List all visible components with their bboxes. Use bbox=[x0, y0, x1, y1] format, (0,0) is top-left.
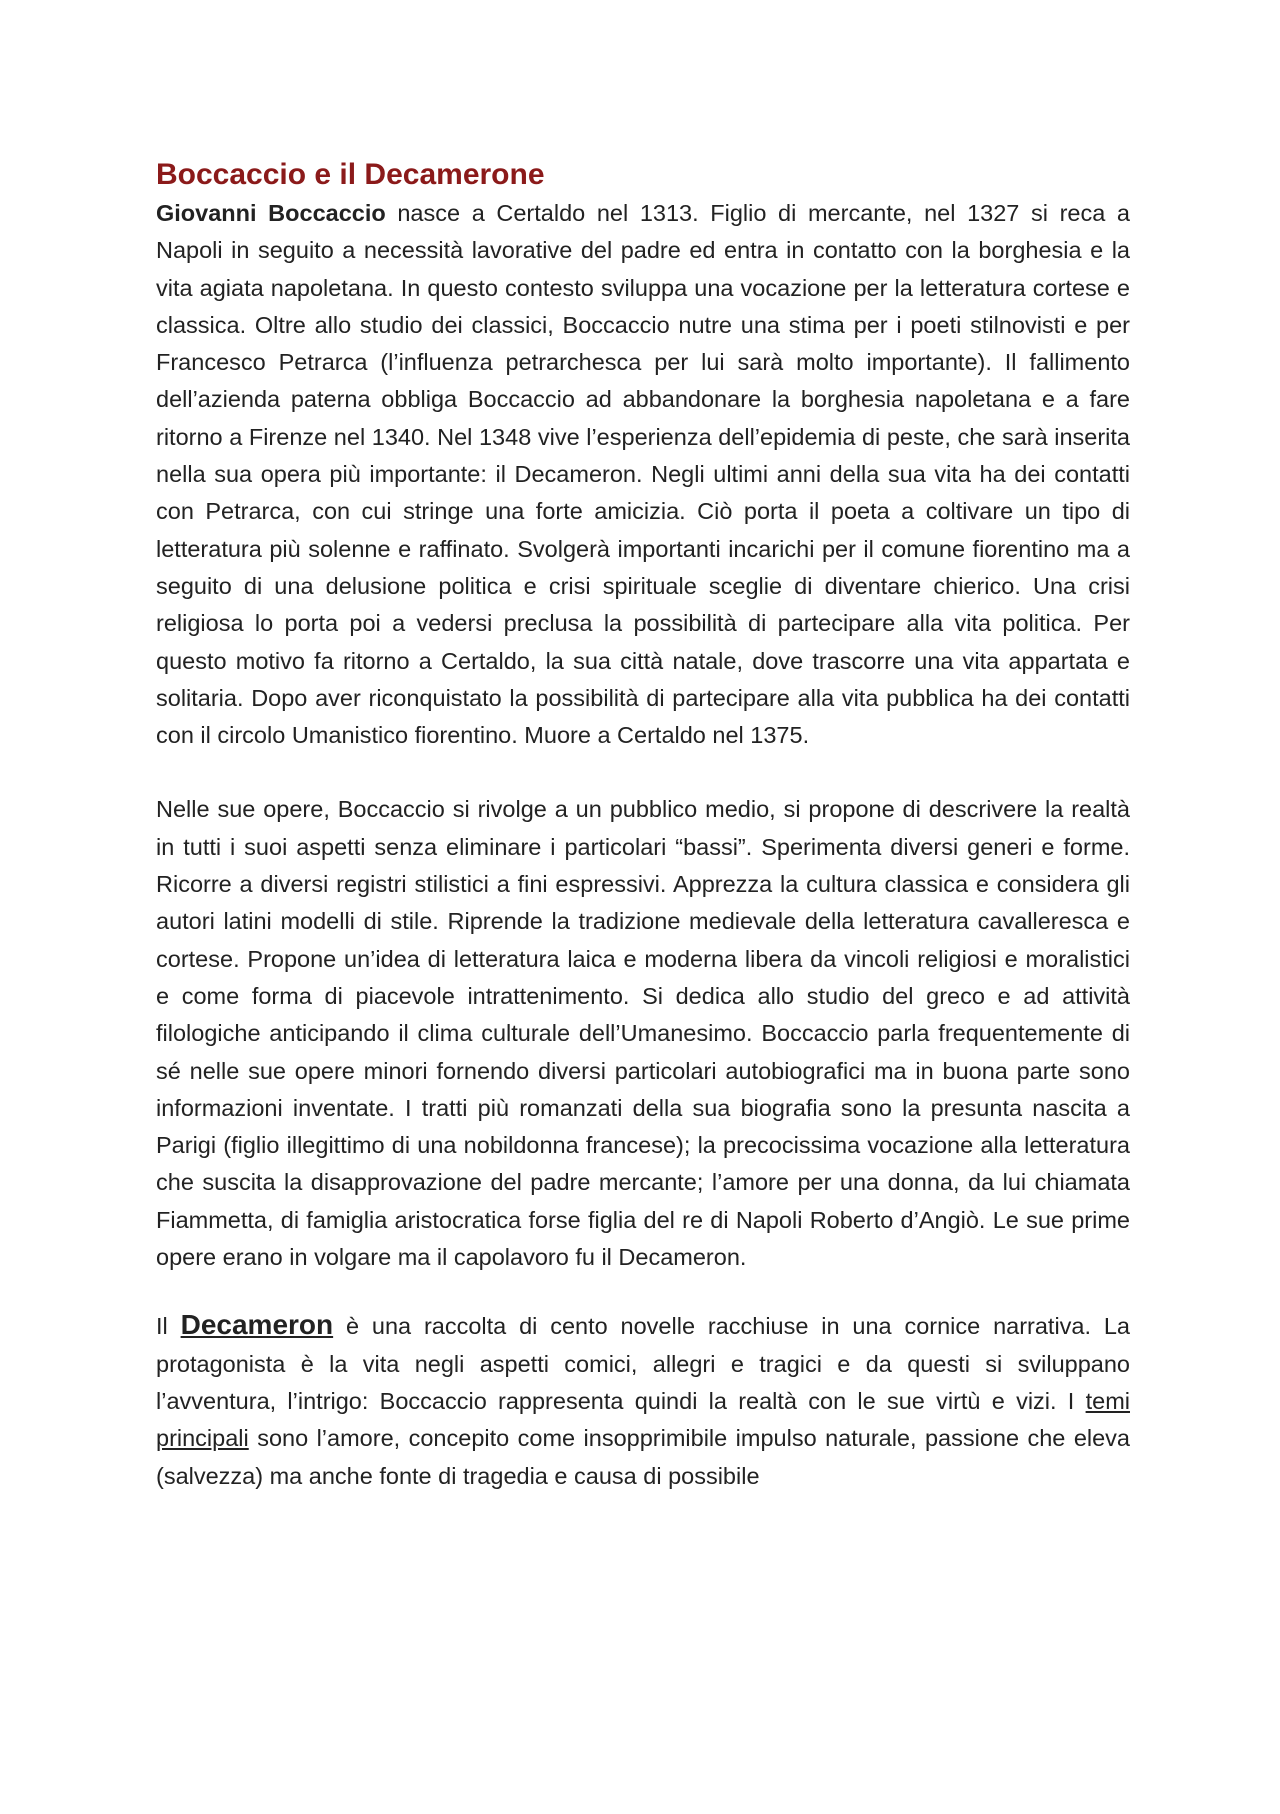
underlined-temi-principali: temi principali bbox=[156, 1387, 1130, 1452]
document-title: Boccaccio e il Decamerone bbox=[156, 158, 545, 191]
paragraph-decameron-text-b: sono l’amore, concepito come insopprimibile impulso naturale, passione che eleva (salvezza) ma anche fonte di tragedia e causa di possibile bbox=[156, 1425, 1130, 1489]
paragraph-biography-text: nasce a Certaldo nel 1313. Figlio di mercante, nel 1327 si reca a Napoli in seguito a necessità lavorative del padre ed entra in contatto con la borghesia e la vita agiata napoletana. In questo contesto sviluppa una vocazione per la letteratura cortese e classica. Oltre allo studio dei classici, Boccaccio nutre una stima per i poeti stilnovisti e per Francesco Petrarca (l’influenza petrarchesca per lui sarà molto importante). Il fallimento dell’azienda paterna obbliga Boccaccio ad abbandonare la borghesia napoletana e a fare ritorno a Firenze nel 1340. Nel 1348 vive l’esperienza dell’epidemia di peste, che sarà inserita nella sua opera più importante: il Decameron. Negli ultimi anni della sua vita ha dei contatti con Petrarca, con cui stringe una forte amicizia. Ciò porta il poeta a coltivare un tipo di letteratura più solenne e raffinato. Svolgerà importanti incarichi per il comune fiorentino ma a seguito di una delusione politica e crisi spirituale sceglie di diventare chierico. Una crisi religiosa lo porta poi a vedersi preclusa la possibilità di partecipare alla vita politica. Per questo motivo fa ritorno a Certaldo, la sua città natale, dove trascorre una vita appartata e solitaria. Dopo aver riconquistato la possibilità di partecipare alla vita pubblica ha dei contatti con il circolo Umanistico fiorentino. Muore a Certaldo nel 1375. bbox=[156, 200, 1130, 749]
document-body bbox=[156, 155, 1130, 1495]
paragraph-decameron-text-a: è una raccolta di cento novelle racchiuse in una cornice narrativa. La protagonista è la vita negli aspetti comici, allegri e tragici e da questi si sviluppano l’avventura, l’intrigo: Boccaccio rappresenta quindi la realtà con le sue virtù e vizi. I bbox=[156, 1313, 1131, 1414]
paragraph-decameron bbox=[156, 1306, 1130, 1494]
paragraph-decameron-lead: Il bbox=[156, 1313, 181, 1340]
paragraph-works: Nelle sue opere, Boccaccio si rivolge a un pubblico medio, si propone di descrivere la realtà in tutti i suoi aspetti senza eliminare i particolari “bassi”. Sperimenta diversi generi e forme. Ricorre a diversi registri stilistici a fini espressivi. Apprezza la cultura classica e considera gli autori latini modelli di stile. Riprende la tradizione medievale della letteratura cavalleresca e cortese. Propone un’idea di letteratura laica e moderna libera da vincoli religiosi e moralistici e come forma di piacevole intrattenimento. Si dedica allo studio del greco e ad attività filologiche anticipando il clima culturale dell’Umanesimo. Boccaccio parla frequentemente di sé nelle sue opere minori fornendo diversi particolari autobiografici ma in buona parte sono informazioni inventate. I tratti più romanzati della sua biografia sono la presunta nascita a Parigi (figlio illegittimo di una nobildonna francese); la precocissima vocazione alla letteratura che suscita la disapprovazione del padre mercante; l’amore per una donna, da lui chiamata Fiammetta, di famiglia aristocratica forse figlia del re di Napoli Roberto d’Angiò. Le sue prime opere erano in volgare ma il capolavoro fu il Decameron. bbox=[156, 796, 1130, 1271]
paragraph-biography bbox=[156, 195, 1130, 754]
bold-author-name: Giovanni Boccaccio bbox=[156, 200, 386, 226]
paragraph-spacer bbox=[156, 1276, 1130, 1306]
decameron-heading-word: Decameron bbox=[180, 1309, 334, 1341]
paragraph-spacer bbox=[156, 754, 1130, 791]
